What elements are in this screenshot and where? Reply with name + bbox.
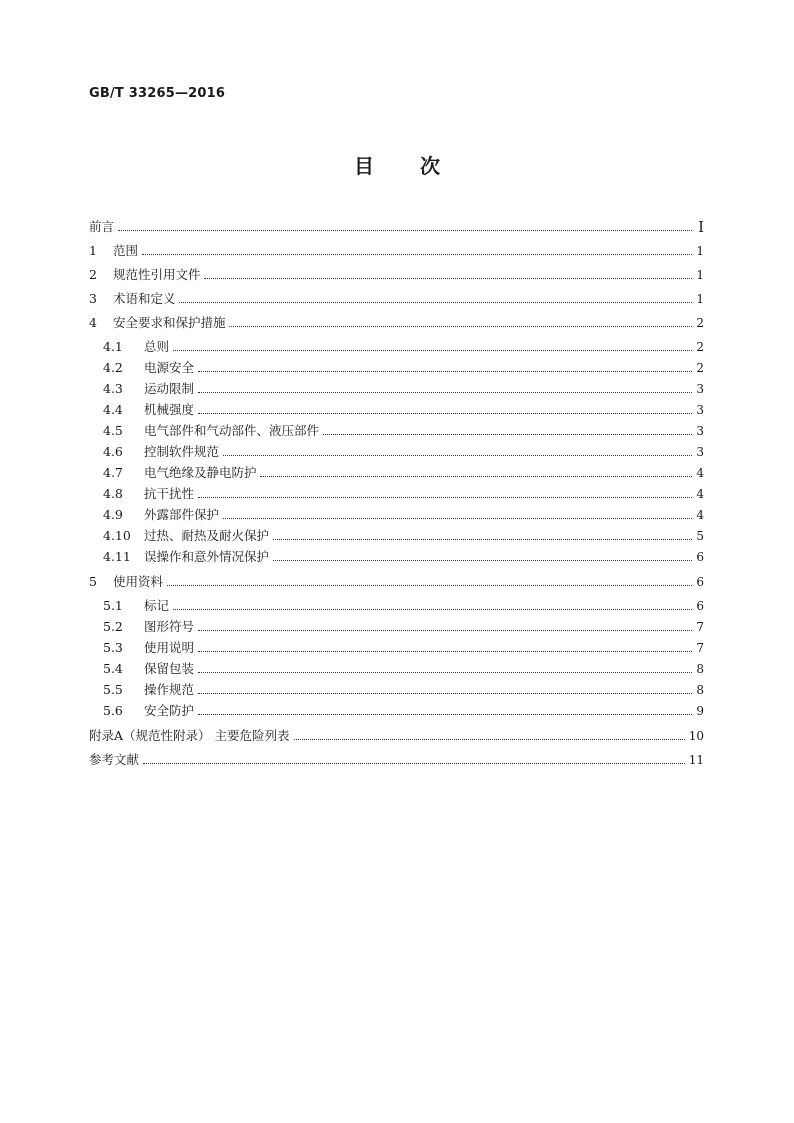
toc-leader-dots bbox=[294, 739, 685, 740]
toc-entry-number: 4.10 bbox=[103, 528, 131, 543]
toc-entry-text: 操作规范 bbox=[143, 682, 194, 697]
toc-entry[interactable] bbox=[89, 460, 704, 480]
toc-entry-page: 8 bbox=[696, 683, 704, 697]
toc-leader-dots bbox=[198, 413, 692, 414]
toc-entry-number: 4.3 bbox=[103, 381, 123, 396]
toc-entry-label bbox=[89, 244, 142, 258]
toc-entry-text: 误操作和意外情况保护 bbox=[143, 549, 269, 564]
toc-entry[interactable] bbox=[89, 502, 704, 522]
toc-entry-number: 4.6 bbox=[103, 444, 123, 459]
toc-leader-dots bbox=[198, 714, 692, 715]
toc-entry[interactable] bbox=[89, 310, 704, 330]
toc-entry-text: 参考文献 bbox=[89, 752, 140, 767]
toc-entry-page: 4 bbox=[696, 466, 704, 480]
toc-entry-text: 图形符号 bbox=[143, 619, 194, 634]
toc-entry-label bbox=[89, 704, 198, 718]
toc-entry-text: 使用说明 bbox=[143, 640, 194, 655]
toc-entry-label bbox=[89, 382, 198, 396]
toc-entry-page: 8 bbox=[696, 662, 704, 676]
toc-leader-dots bbox=[198, 371, 692, 372]
toc-entry-label bbox=[89, 753, 143, 767]
toc-leader-dots bbox=[204, 278, 692, 279]
toc-entry[interactable] bbox=[89, 376, 704, 396]
toc-entry-number: 4.9 bbox=[103, 507, 123, 522]
toc-entry-number: 5.1 bbox=[103, 598, 123, 613]
toc-entry[interactable] bbox=[89, 656, 704, 676]
toc-leader-dots bbox=[198, 392, 692, 393]
toc-entry-text: 控制软件规范 bbox=[143, 444, 219, 459]
toc-entry[interactable] bbox=[89, 698, 704, 718]
toc-entry-label bbox=[89, 575, 167, 589]
toc-leader-dots bbox=[273, 560, 692, 561]
toc-entry-number: 5.2 bbox=[103, 619, 123, 634]
toc-leader-dots bbox=[260, 476, 692, 477]
toc-entry-text: 抗干扰性 bbox=[143, 486, 194, 501]
toc-leader-dots bbox=[223, 455, 692, 456]
toc-entry-text: 术语和定义 bbox=[112, 291, 176, 306]
toc-entry-page: 2 bbox=[696, 340, 704, 354]
toc-entry-text: 前言 bbox=[89, 219, 115, 234]
toc-entry-number: 4.11 bbox=[103, 549, 131, 564]
toc-entry-label bbox=[89, 466, 260, 480]
toc-entry-text: 附录A（规范性附录） 主要危险列表 bbox=[89, 728, 290, 743]
toc-entry-page: 11 bbox=[688, 753, 704, 767]
toc-entry[interactable] bbox=[89, 238, 704, 258]
toc-entry-label bbox=[89, 316, 229, 330]
toc-entry-page: 3 bbox=[696, 382, 704, 396]
toc-entry-page: 9 bbox=[696, 704, 704, 718]
toc-entry[interactable] bbox=[89, 334, 704, 354]
toc-entry[interactable] bbox=[89, 523, 704, 543]
toc-entry-page: 7 bbox=[696, 620, 704, 634]
toc-leader-dots bbox=[229, 326, 692, 327]
toc-entry-label bbox=[89, 340, 173, 354]
toc-entry[interactable] bbox=[89, 544, 704, 564]
page-title: 目次 bbox=[354, 154, 486, 178]
toc-entry-text: 标记 bbox=[143, 598, 169, 613]
toc-leader-dots bbox=[198, 651, 692, 652]
toc-entry-number: 5.4 bbox=[103, 661, 123, 676]
toc-entry-text: 电气部件和气动部件、液压部件 bbox=[143, 423, 319, 438]
toc-entry-text: 安全要求和保护措施 bbox=[112, 315, 226, 330]
toc-leader-dots bbox=[173, 609, 692, 610]
toc-entry-text: 过热、耐热及耐火保护 bbox=[143, 528, 269, 543]
toc-entry-text: 电气绝缘及静电防护 bbox=[143, 465, 257, 480]
toc-entry-label bbox=[89, 487, 198, 501]
toc-entry-text: 外露部件保护 bbox=[143, 507, 219, 522]
toc-entry-page: 3 bbox=[696, 424, 704, 438]
toc-entry-number: 5.6 bbox=[103, 703, 123, 718]
toc-entry-number: 5.3 bbox=[103, 640, 123, 655]
toc-entry-text: 总则 bbox=[143, 339, 169, 354]
toc-entry[interactable] bbox=[89, 397, 704, 417]
toc-entry-text: 安全防护 bbox=[143, 703, 194, 718]
toc-entry[interactable] bbox=[89, 677, 704, 697]
toc-entry-page: 3 bbox=[696, 403, 704, 417]
toc-entry-label bbox=[89, 403, 198, 417]
toc-leader-dots bbox=[198, 672, 692, 673]
toc-entry[interactable] bbox=[89, 569, 704, 589]
toc-entry-number: 4.1 bbox=[103, 339, 123, 354]
toc-entry-number: 4.7 bbox=[103, 465, 123, 480]
toc-entry-label bbox=[89, 292, 179, 306]
toc-entry[interactable] bbox=[89, 635, 704, 655]
toc-leader-dots bbox=[142, 254, 692, 255]
toc-entry-label bbox=[89, 445, 223, 459]
toc-leader-dots bbox=[273, 539, 692, 540]
toc-entry-label bbox=[89, 220, 118, 234]
toc-entry[interactable] bbox=[89, 593, 704, 613]
toc-entry-page: 3 bbox=[696, 445, 704, 459]
toc-entry-page: 4 bbox=[696, 508, 704, 522]
toc-entry[interactable] bbox=[89, 214, 704, 234]
toc-entry-page: 6 bbox=[696, 550, 704, 564]
toc-entry-page: 1 bbox=[696, 268, 704, 282]
toc-entry[interactable] bbox=[89, 747, 704, 767]
toc-entry-text: 电源安全 bbox=[143, 360, 194, 375]
toc-leader-dots bbox=[198, 497, 692, 498]
toc-entry-label bbox=[89, 662, 198, 676]
toc-entry[interactable] bbox=[89, 439, 704, 459]
toc-entry-text: 机械强度 bbox=[143, 402, 194, 417]
toc-entry-page: 5 bbox=[696, 529, 704, 543]
toc-entry-label bbox=[89, 529, 273, 543]
toc-entry-text: 使用资料 bbox=[112, 574, 163, 589]
toc-entry-label bbox=[89, 641, 198, 655]
toc-entry-page: Ⅰ bbox=[698, 218, 704, 236]
toc-entry-label bbox=[89, 424, 323, 438]
toc-leader-dots bbox=[173, 350, 692, 351]
toc-entry-page: 2 bbox=[696, 361, 704, 375]
toc-entry-number: 5.5 bbox=[103, 682, 123, 697]
toc-leader-dots bbox=[198, 630, 692, 631]
toc-entry-number: 4.4 bbox=[103, 402, 123, 417]
toc-entry-number: 1 bbox=[89, 243, 97, 258]
toc-entry-page: 4 bbox=[696, 487, 704, 501]
toc-leader-dots bbox=[198, 693, 692, 694]
toc-entry-page: 6 bbox=[696, 575, 704, 589]
toc-entry-page: 10 bbox=[688, 729, 704, 743]
toc-leader-dots bbox=[323, 434, 692, 435]
toc-entry-label bbox=[89, 599, 173, 613]
toc-entry-text: 保留包装 bbox=[143, 661, 194, 676]
toc-entry-page: 7 bbox=[696, 641, 704, 655]
toc-entry-label bbox=[89, 361, 198, 375]
toc-leader-dots bbox=[223, 518, 692, 519]
toc-entry-number: 4.5 bbox=[103, 423, 123, 438]
toc-entry[interactable] bbox=[89, 723, 704, 743]
toc-entry-label bbox=[89, 550, 273, 564]
toc-leader-dots bbox=[179, 302, 692, 303]
toc-entry-text: 范围 bbox=[112, 243, 138, 258]
toc-entry-number: 4.2 bbox=[103, 360, 123, 375]
toc-leader-dots bbox=[167, 585, 692, 586]
toc-entry-number: 2 bbox=[89, 267, 97, 282]
toc-entry[interactable] bbox=[89, 262, 704, 282]
standard-code: GB/T 33265—2016 bbox=[89, 86, 226, 101]
toc-entry-page: 1 bbox=[696, 244, 704, 258]
toc-entry[interactable] bbox=[89, 614, 704, 634]
toc-entry-label bbox=[89, 508, 223, 522]
toc-entry-label bbox=[89, 268, 204, 282]
toc-entry-number: 5 bbox=[89, 574, 97, 589]
toc-entry-text: 运动限制 bbox=[143, 381, 194, 396]
toc-entry-page: 1 bbox=[696, 292, 704, 306]
toc-entry-label bbox=[89, 729, 294, 743]
toc-entry[interactable] bbox=[89, 481, 704, 501]
toc-entry-text: 规范性引用文件 bbox=[112, 267, 201, 282]
toc-entry[interactable] bbox=[89, 418, 704, 438]
toc-entry[interactable] bbox=[89, 355, 704, 375]
toc-leader-dots bbox=[118, 230, 692, 231]
toc-entry[interactable] bbox=[89, 286, 704, 306]
toc-entry-label bbox=[89, 620, 198, 634]
toc-entry-number: 4 bbox=[89, 315, 97, 330]
toc-leader-dots bbox=[143, 763, 685, 764]
toc-entry-page: 2 bbox=[696, 316, 704, 330]
toc-entry-number: 4.8 bbox=[103, 486, 123, 501]
toc-entry-label bbox=[89, 683, 198, 697]
toc-entry-number: 3 bbox=[89, 291, 97, 306]
toc-entry-page: 6 bbox=[696, 599, 704, 613]
